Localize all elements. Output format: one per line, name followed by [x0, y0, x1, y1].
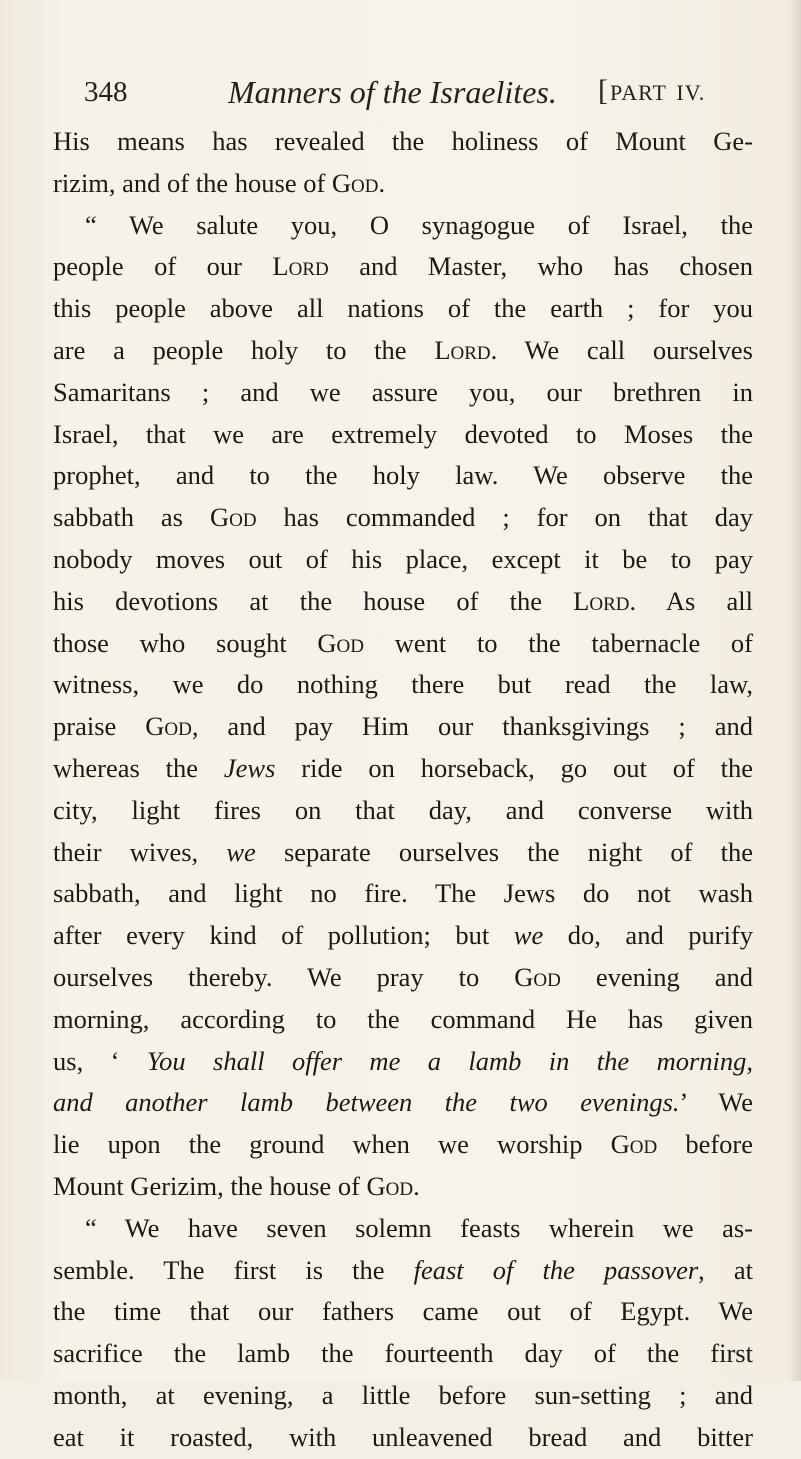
italic-text: Jews — [223, 752, 276, 783]
text-run: , at — [698, 1254, 753, 1285]
part-label — [598, 74, 705, 108]
text-run: ride on horseback, go out of the — [275, 752, 753, 783]
text-line — [53, 706, 753, 748]
text-line — [53, 999, 753, 1041]
text-run: semble. The first is the — [53, 1254, 414, 1285]
text-line — [53, 873, 753, 915]
text-run: whereas the — [53, 752, 224, 783]
part-bracket: [ — [598, 74, 608, 107]
text-run: ’ We — [679, 1087, 753, 1118]
text-run: evening and — [560, 961, 754, 992]
text-line — [53, 455, 753, 497]
text-run: this people above all nations of the earth ; for you — [53, 293, 753, 324]
text-run: sabbath, and light no fire. The Jews do not wash — [53, 878, 753, 909]
text-line — [53, 497, 753, 539]
text-run: Mount Gerizim, the house of — [53, 1170, 367, 1201]
text-run: went to the tabernacle of — [364, 627, 754, 658]
italic-text: we — [513, 920, 544, 951]
text-run: after every kind of pollution; but — [53, 920, 514, 951]
running-head — [84, 70, 764, 120]
text-run: ourselves thereby. We pray to — [53, 961, 515, 992]
text-line — [53, 790, 753, 832]
text-run: praise — [53, 711, 146, 742]
small-caps-text: Lord — [272, 251, 329, 282]
text-line — [53, 1041, 753, 1083]
text-run: before — [657, 1129, 753, 1160]
text-line — [53, 1166, 753, 1208]
text-line — [53, 372, 753, 414]
text-line — [53, 539, 753, 581]
text-run: us, ‘ — [53, 1045, 147, 1076]
text-line — [53, 1375, 753, 1417]
text-line — [53, 915, 753, 957]
small-caps-text: Lord — [573, 585, 630, 616]
italic-text: and another lamb between the two evenings. — [53, 1087, 680, 1118]
text-run: and Master, who has chosen — [328, 251, 753, 282]
text-line — [53, 581, 753, 623]
text-line — [53, 748, 753, 790]
text-line — [53, 1291, 753, 1333]
text-line — [53, 1124, 753, 1166]
text-run: prophet, and to the holy law. We observe the — [53, 460, 753, 491]
page-number: 348 — [84, 76, 128, 108]
text-run: Israel, that we are extremely devoted to Moses the — [53, 418, 753, 449]
small-caps-text: God — [610, 1129, 658, 1160]
text-line — [53, 205, 753, 247]
text-line — [53, 121, 753, 163]
text-run: separate ourselves the night of the — [255, 836, 753, 867]
text-run: do, and purify — [543, 920, 754, 951]
italic-text: we — [226, 836, 256, 867]
text-run: month, at evening, a little before sun-setting ; and — [53, 1379, 753, 1410]
text-run: . As all — [629, 585, 753, 616]
text-run: , and pay Him our thanksgivings ; and — [191, 711, 754, 742]
text-run: Samaritans ; and we assure you, our brethren in — [53, 376, 753, 407]
text-run: . — [378, 167, 386, 198]
text-run: has commanded ; for on that day — [256, 502, 753, 533]
text-line — [53, 1208, 753, 1250]
text-line — [53, 1250, 753, 1292]
small-caps-text: God — [331, 167, 379, 198]
text-run: sacrifice the lamb the fourteenth day of the first — [53, 1338, 753, 1369]
text-run: rizim, and of the house of — [53, 167, 332, 198]
running-title: Manners of the Israelites. — [228, 74, 557, 110]
text-run: are a people holy to the — [53, 334, 435, 365]
text-line — [53, 957, 753, 999]
small-caps-text: Lord — [434, 334, 491, 365]
text-run: people of our — [53, 251, 273, 282]
text-line — [53, 1417, 753, 1459]
part-numeral: IV. — [676, 80, 706, 105]
text-run: his devotions at the house of the — [53, 585, 574, 616]
text-run: morning, according to the command He has given — [53, 1003, 753, 1034]
text-line — [53, 414, 753, 456]
small-caps-text: God — [317, 627, 364, 658]
text-run: witness, we do nothing there but read the law, — [53, 669, 753, 700]
text-run: their wives, — [53, 836, 227, 867]
small-caps-text: God — [145, 711, 192, 742]
text-run: nobody moves out of his place, except it be to pay — [53, 543, 753, 574]
text-run: those who sought — [53, 627, 318, 658]
italic-text: You shall offer me a lamb in the morning, — [146, 1045, 754, 1076]
text-line — [53, 246, 753, 288]
small-caps-text: God — [209, 502, 257, 533]
italic-text: feast of the passover — [413, 1254, 699, 1285]
text-run: sabbath as — [53, 502, 210, 533]
text-line — [53, 288, 753, 330]
page-edge-shadow — [787, 0, 801, 1381]
text-line — [53, 163, 753, 205]
body-text — [53, 121, 753, 1459]
text-run: . — [413, 1170, 420, 1201]
text-line — [53, 664, 753, 706]
small-caps-text: God — [366, 1170, 414, 1201]
text-run: . We call ourselves — [490, 334, 753, 365]
text-run: lie upon the ground when we worship — [53, 1129, 611, 1160]
text-run: eat it roasted, with unleavened bread and bitter — [53, 1421, 753, 1452]
text-line — [53, 1333, 753, 1375]
text-line — [53, 832, 753, 874]
part-word: PART — [610, 80, 667, 105]
text-line — [53, 1082, 753, 1124]
text-run: city, light fires on that day, and converse with — [53, 794, 753, 825]
small-caps-text: God — [514, 961, 561, 992]
text-run: “ We salute you, O synagogue of Israel, the — [85, 209, 753, 240]
text-line — [53, 330, 753, 372]
text-run: the time that our fathers came out of Egypt. We — [53, 1296, 753, 1327]
text-run: “ We have seven solemn feasts wherein we as- — [85, 1212, 753, 1243]
text-line — [53, 623, 753, 665]
text-run: His means has revealed the holiness of Mount Ge- — [53, 126, 753, 156]
